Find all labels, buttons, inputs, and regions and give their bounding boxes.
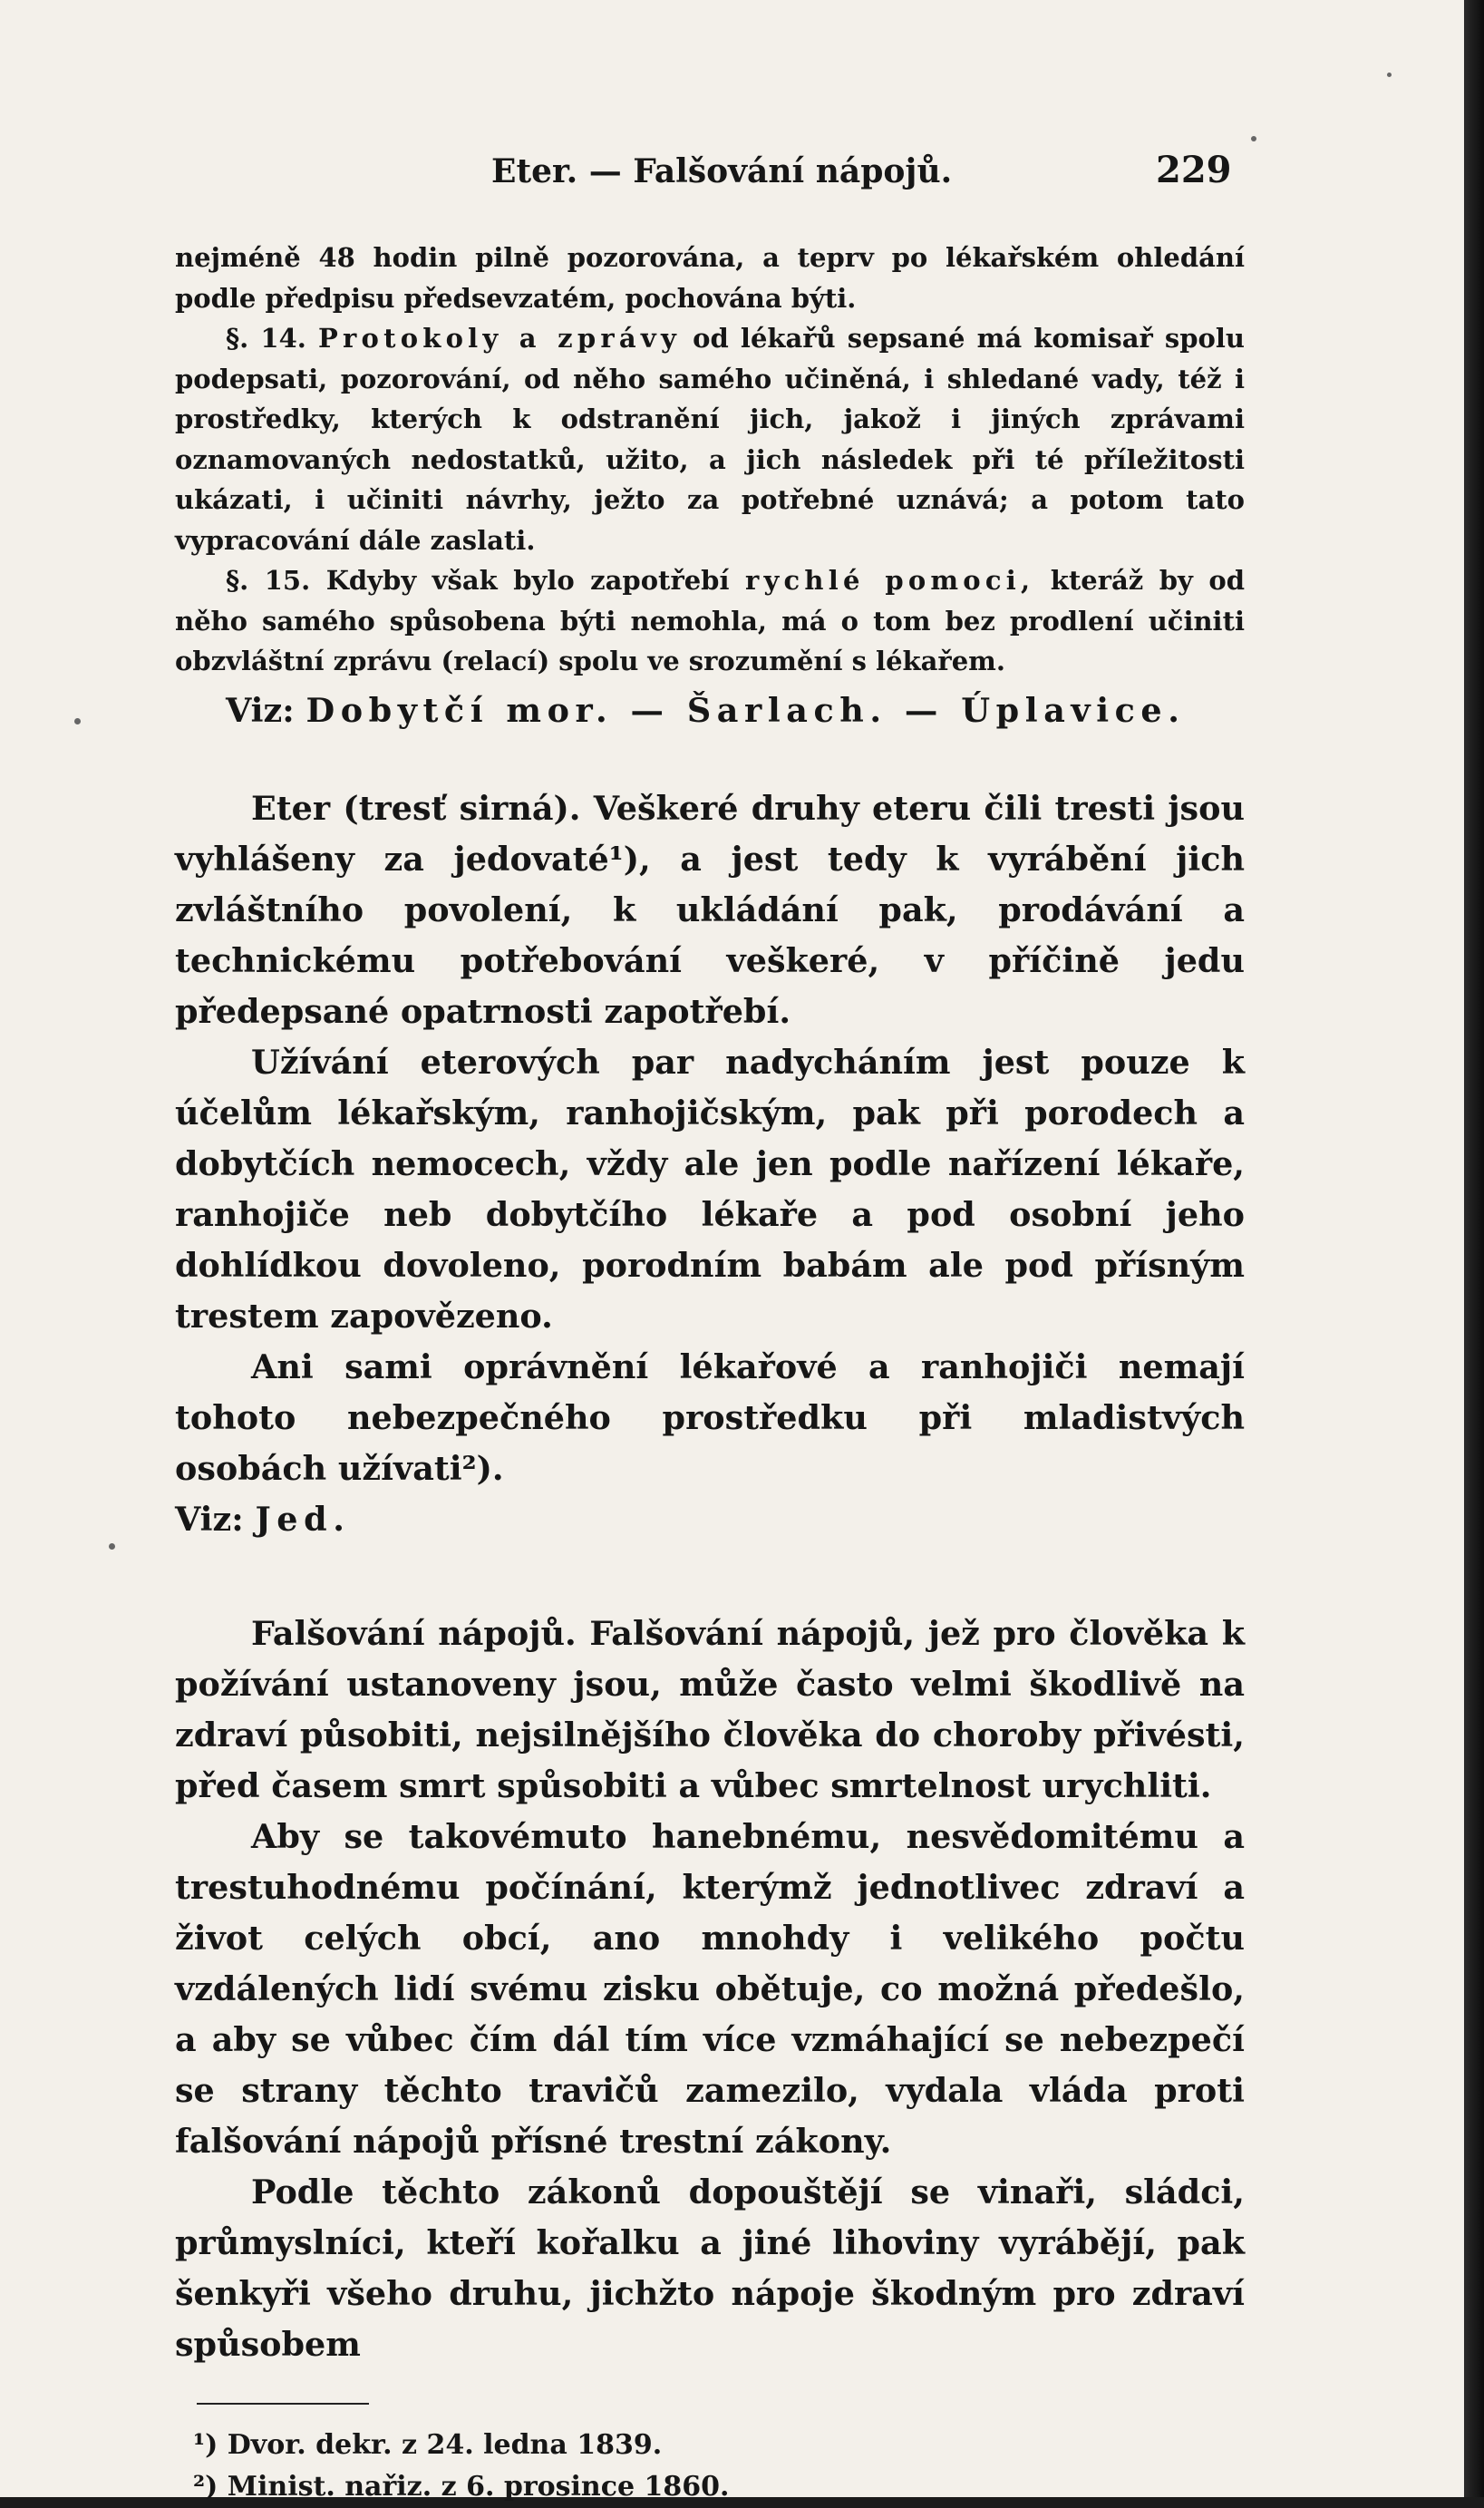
entry-eter bbox=[175, 783, 1245, 1037]
viz-reference-2 bbox=[175, 1494, 1245, 1545]
paper-speck bbox=[1387, 73, 1392, 77]
footnotes bbox=[193, 2425, 1245, 2508]
section-15-mark: §. 15. bbox=[226, 565, 311, 596]
falsovani-paragraph-2: Aby se takovémuto hanebnému, nesvědomitému a trestuhodnému počínání, kterýmž jednotlivec zdraví a život celých obcí, ano mnohdy i velikého počtu vzdálených lidí svému zisku obětuje, co možná předešlo, a aby se vůbec čím dál tím více vzmáhající se nebezpečí se strany těchto travičů zamezilo, vydala vláda proti falšování nápojů přísné trestní zákony. bbox=[175, 1816, 1245, 2161]
scan-edge bbox=[1464, 0, 1484, 2497]
section-13-tail: nejméně 48 hodin pilně pozorována, a teprv po lékařském ohledání podle předpisu předsevzatém, pochována býti. bbox=[175, 242, 1245, 314]
page-header bbox=[0, 149, 1464, 196]
page-body bbox=[175, 238, 1245, 2508]
section-15 bbox=[175, 560, 1245, 682]
viz-refs: Dobytčí mor. — Šarlach. — Úplavice. bbox=[306, 690, 1186, 730]
running-title: Eter. — Falšování nápojů. bbox=[491, 152, 953, 190]
headword-falsovani: Falšování nápojů. bbox=[251, 1613, 577, 1653]
viz-label: Viz: bbox=[175, 1499, 244, 1539]
falsovani-paragraph-3: Podle těchto zákonů dopouštějí se vinaři, sládci, průmyslníci, kteří kořalku a jiné lihoviny vyrábějí, pak šenkyři všeho druhu, jichžto nápoje škodným pro zdraví spůsobem bbox=[175, 2172, 1245, 2364]
entry-falsovani-napoju bbox=[175, 1609, 1245, 1812]
eter-paragraph-1: (tresť sirná). Veškeré druhy eteru čili tresti jsou vyhlášeny za jedovaté¹), a jest tedy k vyrábění jich zvláštního povolení, k ukládání pak, prodávání a technickému potřebování veškeré, v příčině jedu předepsané opatrnosti zapotřebí. bbox=[175, 788, 1245, 1031]
viz-reference-1 bbox=[175, 685, 1245, 736]
section-14-text: od lékařů sepsané má komisař spolu podepsati, pozorování, od něho samého učiněná, i shledané vady, též i prostředky, kterých k odstranění jich, jakož i jiných zprávami oznamovaných nedostatků, užito, a jich následek při té příležitosti ukázati, i učiniti návrhy, ježto za potřebné uznává; a potom tato vypracování dále zaslati. bbox=[175, 323, 1245, 556]
paper-speck bbox=[109, 1543, 115, 1550]
paper-speck bbox=[1251, 136, 1256, 141]
headword-eter: Eter bbox=[251, 788, 331, 828]
section-15-text-after: kteráž by od něho samého spůsobena býti nemohla, má o tom bez prodlení učiniti obzvláštní zprávu (relací) spolu ve srozumění s lékařem. bbox=[175, 565, 1245, 676]
page-number: 229 bbox=[1156, 149, 1232, 191]
section-14-term: Protokoly a zprávy bbox=[318, 323, 682, 354]
falsovani-paragraph-1: Falšování nápojů, jež pro člověka k požívání ustanoveny jsou, může často velmi škodlivě na zdraví působiti, nejsilnějšího člověka do choroby přivésti, před časem smrt spůsobiti a vůbec smrtelnost urychliti. bbox=[175, 1613, 1245, 1805]
section-15-text-before: Kdyby však bylo zapotřebí bbox=[325, 565, 730, 596]
footnote-1: ¹) Dvor. dekr. z 24. ledna 1839. bbox=[193, 2428, 663, 2461]
section-14-mark: §. 14. bbox=[226, 323, 306, 354]
paper-speck bbox=[74, 718, 81, 724]
footnote-2: ²) Minist. nařiz. z 6. prosince 1860. bbox=[193, 2470, 730, 2503]
viz-label: Viz: bbox=[226, 690, 295, 730]
section-14 bbox=[175, 318, 1245, 560]
viz-refs: Jed. bbox=[255, 1499, 351, 1539]
footnote-divider bbox=[197, 2403, 369, 2405]
section-15-term: rychlé pomoci, bbox=[744, 565, 1035, 596]
eter-paragraph-2: Užívání eterových par nadycháním jest pouze k účelům lékařským, ranhojičským, pak při porodech a dobytčích nemocech, vždy ale jen podle nařízení lékaře, ranhojiče neb dobytčího lékaře a pod osobní jeho dohlídkou dovoleno, porodním babám ale pod přísným trestem zapovězeno. bbox=[175, 1042, 1245, 1336]
eter-paragraph-3: Ani sami oprávnění lékařové a ranhojiči nemají tohoto nebezpečného prostředku při mladistvých osobách užívati²). bbox=[175, 1346, 1245, 1488]
